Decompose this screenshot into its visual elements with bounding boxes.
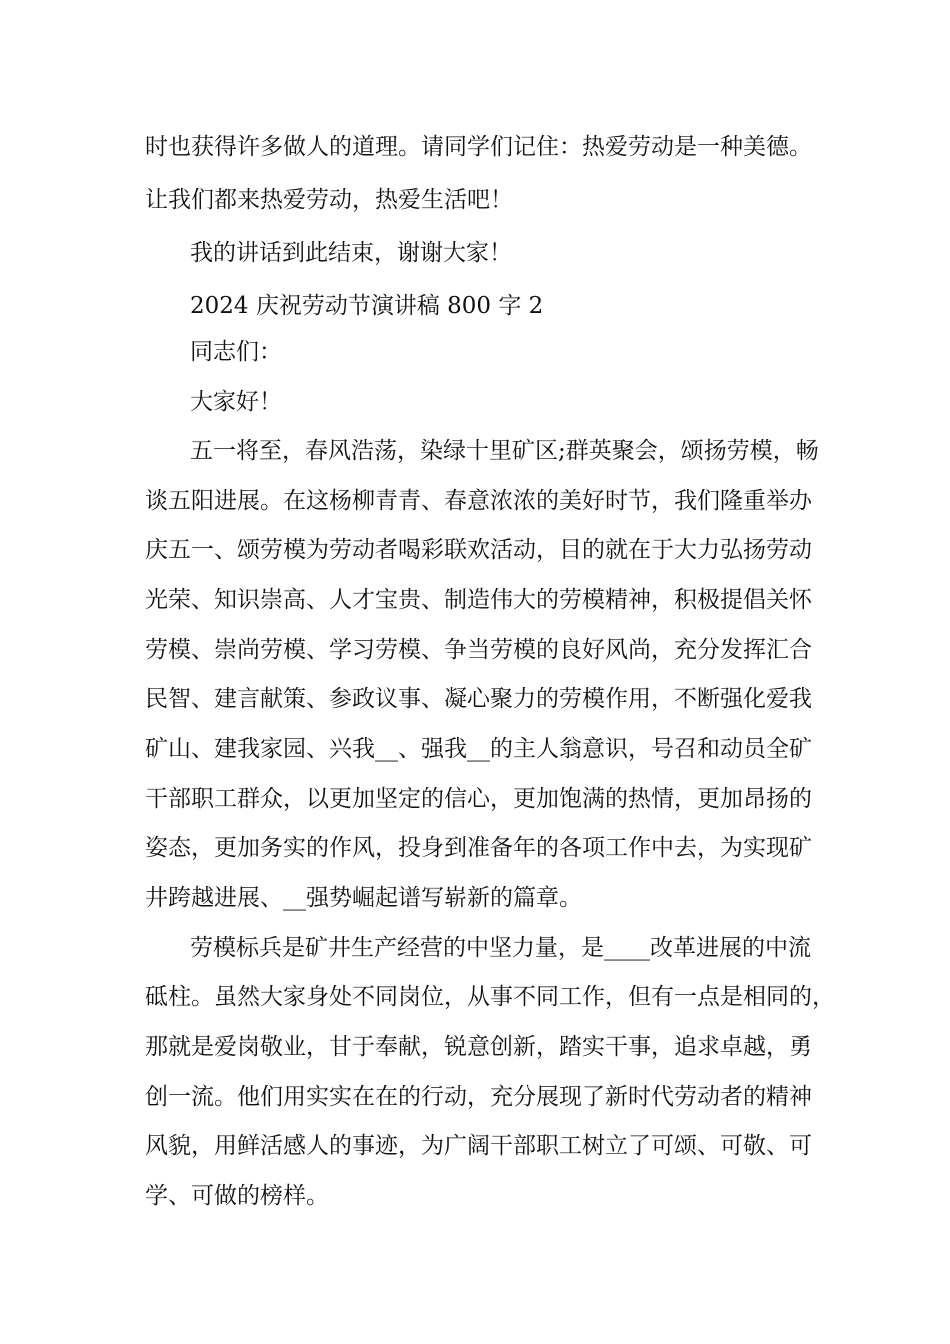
text-line: 我的讲话到此结束，谢谢大家！: [190, 240, 512, 266]
text-line: 光荣、知识崇高、人才宝贵、制造伟大的劳模精神，积极提倡关怀: [145, 587, 812, 613]
text-line: 劳模标兵是矿井生产经营的中坚力量，是____改革进展的中流: [190, 935, 811, 961]
text-line: 矿山、建我家园、兴我__、强我__的主人翁意识，号召和动员全矿: [145, 736, 812, 762]
text-line: 民智、建言献策、参政议事、凝心聚力的劳模作用，不断强化爱我: [145, 686, 812, 712]
text-line: 那就是爱岗敬业，甘于奉献，锐意创新，踏实干事，追求卓越，勇: [145, 1034, 812, 1060]
text-line: 让我们都来热爱劳动，热爱生活吧！: [145, 187, 513, 213]
text-line: 学、可做的榜样。: [145, 1183, 329, 1209]
text-line: 时也获得许多做人的道理。请同学们记住：热爱劳动是一种美德。: [145, 134, 812, 160]
text-line: 砥柱。虽然大家身处不同岗位，从事不同工作，但有一点是相同的，: [145, 984, 835, 1010]
text-line: 姿态，更加务实的作风，投身到准备年的各项工作中去，为实现矿: [145, 835, 812, 861]
text-line: 创一流。他们用实实在在的行动，充分展现了新时代劳动者的精神: [145, 1084, 812, 1110]
text-line: 五一将至，春风浩荡，染绿十里矿区;群英聚会，颂扬劳模，畅: [190, 438, 819, 464]
text-line: 谈五阳进展。在这杨柳青青、春意浓浓的美好时节，我们隆重举办: [145, 488, 812, 514]
text-line: 井跨越进展、__强势崛起谱写崭新的篇章。: [145, 885, 582, 911]
text-line: 干部职工群众，以更加坚定的信心，更加饱满的热情，更加昂扬的: [145, 786, 812, 812]
text-line: 风貌，用鲜活感人的事迹，为广阔干部职工树立了可颂、可敬、可: [145, 1133, 812, 1159]
greeting-line: 大家好！: [190, 389, 282, 415]
heading-line: 2024 庆祝劳动节演讲稿 800 字 2: [190, 293, 544, 319]
text-line: 劳模、崇尚劳模、学习劳模、争当劳模的良好风尚，充分发挥汇合: [145, 637, 812, 663]
salutation-line: 同志们：: [190, 339, 282, 365]
text-line: 庆五一、颂劳模为劳动者喝彩联欢活动，目的就在于大力弘扬劳动: [145, 537, 812, 563]
